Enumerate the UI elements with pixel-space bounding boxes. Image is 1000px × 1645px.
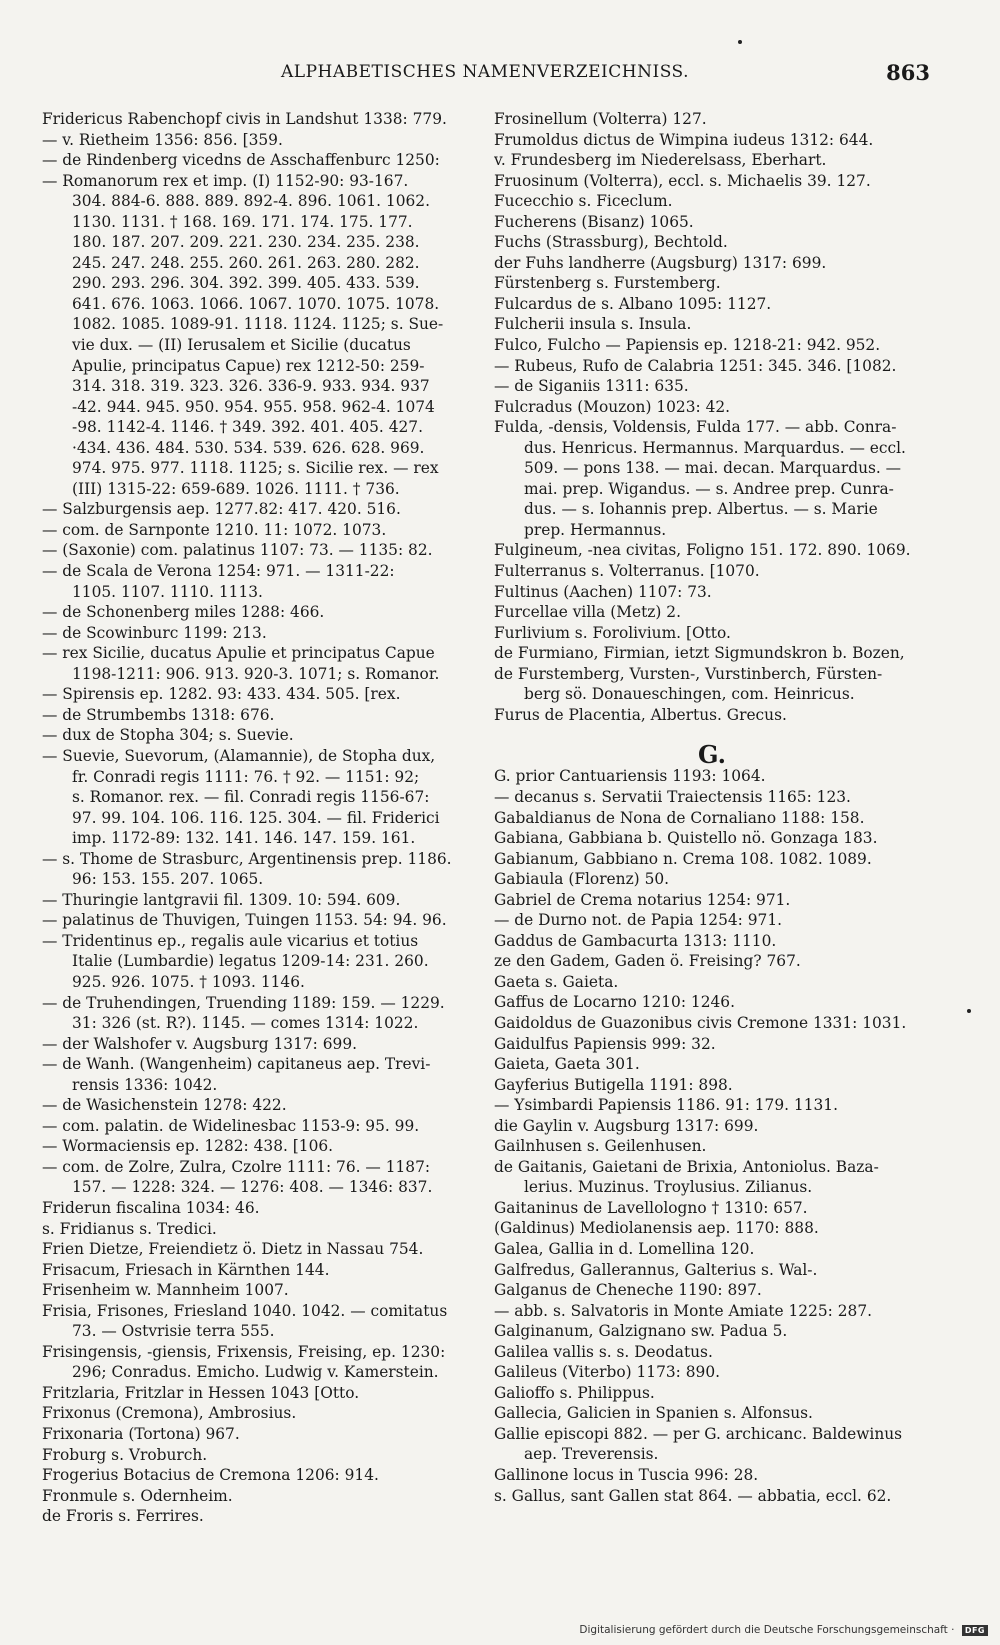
right-column-entries-g — [494, 766, 930, 1506]
index-line: Fulgineum, -nea civitas, Foligno 151. 172. 890. 1069. — [494, 541, 911, 560]
index-line: — de Rindenberg vicedns de Asschaffenburc 1250: — [42, 151, 440, 170]
index-line: s. Romanor. rex. — fil. Conradi regis 1156-67: — [72, 788, 430, 807]
index-line: — Romanorum rex et imp. (I) 1152-90: 93-167. — [42, 171, 409, 190]
index-line: Galileus (Viterbo) 1173: 890. — [494, 1363, 720, 1382]
index-line: de Furstemberg, Vursten-, Vurstinberch, Fürsten- — [494, 664, 883, 683]
index-line: 314. 318. 319. 323. 326. 336-9. 933. 934. 937 — [72, 377, 430, 396]
index-line: Gallecia, Galicien in Spanien s. Alfonsus. — [494, 1404, 813, 1423]
index-line: 641. 676. 1063. 1066. 1067. 1070. 1075. 1078. — [72, 294, 440, 313]
index-line: de Froris s. Ferrires. — [42, 1507, 204, 1526]
index-line: lerius. Muzinus. Troylusius. Zilianus. — [524, 1178, 813, 1197]
index-line: Fuchs (Strassburg), Bechtold. — [494, 233, 728, 252]
index-line: Frisingensis, -giensis, Frixensis, Freising, ep. 1230: — [42, 1342, 446, 1361]
index-line: Gayferius Butigella 1191: 898. — [494, 1075, 733, 1094]
index-line: fr. Conradi regis 1111: 76. † 92. — 1151: 92; — [72, 767, 420, 786]
index-line: (III) 1315-22: 659-689. 1026. 1111. † 736. — [72, 479, 400, 498]
index-line: Frien Dietze, Freiendietz ö. Dietz in Nassau 754. — [42, 1240, 424, 1259]
index-line: Furlivium s. Forolivium. [Otto. — [494, 623, 731, 642]
index-line: — com. palatin. de Widelinesbac 1153-9: 95. 99. — [42, 1116, 420, 1135]
index-line: 73. — Ostvrisie terra 555. — [72, 1322, 275, 1341]
index-line: 1130. 1131. † 168. 169. 171. 174. 175. 177. — [72, 212, 413, 231]
index-line: dus. Henricus. Hermannus. Marquardus. — eccl. — [524, 438, 906, 457]
index-line: — com. de Sarnponte 1210. 11: 1072. 1073. — [42, 520, 387, 539]
index-line: Gaitaninus de Lavellologno † 1310: 657. — [494, 1198, 808, 1217]
index-line: Froburg s. Vroburch. — [42, 1445, 208, 1464]
index-line: Apulie, principatus Capue) rex 1212-50: 259- — [72, 356, 425, 375]
index-line: Gaddus de Gambacurta 1313: 1110. — [494, 931, 777, 950]
index-line: — Thuringie lantgravii fil. 1309. 10: 594. 609. — [42, 890, 401, 909]
index-line: 97. 99. 104. 106. 116. 125. 304. — fil. Friderici — [72, 808, 440, 827]
index-line: 245. 247. 248. 255. 260. 261. 263. 280. 282. — [72, 253, 420, 272]
index-line: — (Saxonie) com. palatinus 1107: 73. — 1135: 82. — [42, 541, 433, 560]
index-line: Galfredus, Gallerannus, Galterius s. Wal-. — [494, 1260, 818, 1279]
index-line: Gailnhusen s. Geilenhusen. — [494, 1137, 707, 1156]
index-line: Fulda, -densis, Voldensis, Fulda 177. — abb. Conra- — [494, 418, 897, 437]
index-line: Frumoldus dictus de Wimpina iudeus 1312: 644. — [494, 130, 874, 149]
index-line: Gabiana, Gabbiana b. Quistello nö. Gonzaga 183. — [494, 829, 878, 848]
index-line: Furcellae villa (Metz) 2. — [494, 603, 681, 622]
index-line: aep. Treverensis. — [524, 1445, 659, 1464]
index-line: Gaeta s. Gaieta. — [494, 972, 619, 991]
index-line: Frisacum, Friesach in Kärnthen 144. — [42, 1260, 330, 1279]
index-line: dus. — s. Iohannis prep. Albertus. — s. Marie — [524, 500, 878, 519]
index-line: Fridericus Rabenchopf civis in Landshut 1338: 779. — [42, 110, 447, 128]
index-line: prep. Hermannus. — [524, 520, 667, 539]
page-header — [40, 62, 930, 92]
index-line: — de Schonenberg miles 1288: 466. — [42, 603, 325, 622]
index-line: Frixonus (Cremona), Ambrosius. — [42, 1404, 297, 1423]
running-title: ALPHABETISCHES NAMENVERZEICHNISS. — [281, 62, 689, 82]
index-line: — Suevie, Suevorum, (Alamannie), de Stopha dux, — [42, 746, 436, 765]
index-line: — Ysimbardi Papiensis 1186. 91: 179. 1131. — [494, 1096, 838, 1115]
index-line: — Spirensis ep. 1282. 93: 433. 434. 505. [rex. — [42, 685, 401, 704]
index-line: — de Wasichenstein 1278: 422. — [42, 1096, 287, 1115]
index-line: Fulcardus de s. Albano 1095: 1127. — [494, 294, 772, 313]
section-letter: G. — [698, 740, 726, 770]
index-line: Frixonaria (Tortona) 967. — [42, 1425, 240, 1443]
page-number: 863 — [886, 60, 930, 85]
index-line: — palatinus de Thuvigen, Tuingen 1153. 54: 94. 96. — [42, 911, 447, 930]
index-line: Fürstenberg s. Furstemberg. — [494, 274, 721, 293]
index-line: Gabianum, Gabbiano n. Crema 108. 1082. 1089. — [494, 849, 872, 868]
index-line: — de Siganiis 1311: 635. — [494, 377, 689, 396]
index-line: Gaieta, Gaeta 301. — [494, 1055, 640, 1074]
index-line: G. prior Cantuariensis 1193: 1064. — [494, 767, 766, 786]
index-line: imp. 1172-89: 132. 141. 146. 147. 159. 161. — [72, 829, 416, 848]
index-line: — Rubeus, Rufo de Calabria 1251: 345. 346. [1082. — [494, 356, 897, 375]
index-line: — s. Thome de Strasburc, Argentinensis prep. 1186. — [42, 849, 452, 868]
index-line: 1198-1211: 906. 913. 920-3. 1071; s. Romanor. — [72, 664, 440, 683]
index-line: 157. — 1228: 324. — 1276: 408. — 1346: 837. — [72, 1178, 433, 1197]
index-line: — decanus s. Servatii Traiectensis 1165: 123. — [494, 787, 851, 806]
index-line: — Salzburgensis aep. 1277.82: 417. 420. 516. — [42, 500, 401, 519]
index-line: 31: 326 (st. R?). 1145. — comes 1314: 1022. — [72, 1014, 419, 1033]
index-line: Fucecchio s. Ficeclum. — [494, 192, 673, 211]
index-line: 925. 926. 1075. † 1093. 1146. — [72, 972, 305, 991]
index-line: Fulco, Fulcho — Papiensis ep. 1218-21: 942. 952. — [494, 336, 881, 355]
index-line: Frisia, Frisones, Friesland 1040. 1042. — comitatus — [42, 1301, 448, 1320]
index-line: Gaffus de Locarno 1210: 1246. — [494, 993, 735, 1012]
index-line: — Wormaciensis ep. 1282: 438. [106. — [42, 1137, 334, 1156]
speck-mark — [967, 1009, 971, 1013]
index-line: Frogerius Botacius de Cremona 1206: 914. — [42, 1466, 379, 1485]
index-line: Gabriel de Crema notarius 1254: 971. — [494, 890, 791, 909]
index-line: s. Fridianus s. Tredici. — [42, 1219, 217, 1238]
index-line: — dux de Stopha 304; s. Suevie. — [42, 726, 294, 745]
index-line: Gaidoldus de Guazonibus civis Cremone 1331: 1031. — [494, 1013, 907, 1032]
index-line: Gaidulfus Papiensis 999: 32. — [494, 1034, 716, 1053]
footer-credit: Digitalisierung gefördert durch die Deutsche Forschungsgemeinschaft · — [579, 1624, 955, 1636]
index-line: — Tridentinus ep., regalis aule vicarius et totius — [42, 931, 419, 950]
index-line: -98. 1142-4. 1146. † 349. 392. 401. 405. 427. — [72, 418, 423, 437]
index-line: — de Truhendingen, Truending 1189: 159. — 1229. — [42, 993, 445, 1012]
index-line: 1082. 1085. 1089-91. 1118. 1124. 1125; s. Sue- — [72, 315, 444, 334]
index-line: berg sö. Donaueschingen, com. Heinricus. — [524, 685, 855, 704]
index-line: -42. 944. 945. 950. 954. 955. 958. 962-4. 1074 — [72, 397, 435, 416]
index-line: Furus de Placentia, Albertus. Grecus. — [494, 705, 787, 724]
index-line: Gallinone locus in Tuscia 996: 28. — [494, 1466, 759, 1484]
index-line: 180. 187. 207. 209. 221. 230. 234. 235. 238. — [72, 233, 420, 252]
index-line: — de Durno not. de Papia 1254: 971. — [494, 911, 783, 930]
index-line: Gabiaula (Florenz) 50. — [494, 870, 670, 889]
index-line: Gabaldianus de Nona de Cornaliano 1188: 158. — [494, 808, 865, 827]
index-line: Galilea vallis s. s. Deodatus. — [494, 1342, 713, 1361]
right-column — [494, 109, 930, 1506]
dfg-logo-icon: DFG — [962, 1625, 988, 1636]
index-line: s. Gallus, sant Gallen stat 864. — abbatia, eccl. 62. — [494, 1486, 892, 1505]
index-line: Italie (Lumbardie) legatus 1209-14: 231. 260. — [72, 952, 429, 971]
index-line: (Galdinus) Mediolanensis aep. 1170: 888. — [494, 1219, 819, 1238]
index-line: — v. Rietheim 1356: 856. [359. — [42, 130, 283, 149]
index-line: 304. 884-6. 888. 889. 892-4. 896. 1061. 1062. — [72, 192, 430, 211]
index-line: — rex Sicilie, ducatus Apulie et principatus Capue — [42, 644, 435, 663]
index-line: die Gaylin v. Augsburg 1317: 699. — [494, 1116, 759, 1135]
index-line: Fulcherii insula s. Insula. — [494, 315, 692, 334]
index-line: — de Scowinburc 1199: 213. — [42, 623, 267, 642]
index-line: Fulcradus (Mouzon) 1023: 42. — [494, 397, 731, 416]
index-line: rensis 1336: 1042. — [72, 1075, 218, 1094]
index-line: — abb. s. Salvatoris in Monte Amiate 1225: 287. — [494, 1301, 873, 1320]
index-line: Frisenheim w. Mannheim 1007. — [42, 1281, 289, 1300]
index-line: v. Frundesberg im Niederelsass, Eberhart. — [494, 151, 827, 170]
index-line: 509. — pons 138. — mai. decan. Marquardus. — — [524, 459, 902, 478]
index-line: mai. prep. Wigandus. — s. Andree prep. Cunra- — [524, 479, 894, 498]
index-line: — de Strumbembs 1318: 676. — [42, 705, 275, 724]
index-line: Gallie episcopi 882. — per G. archicanc. Baldewinus — [494, 1424, 903, 1443]
index-line: Fultinus (Aachen) 1107: 73. — [494, 582, 712, 601]
index-line: Galganus de Cheneche 1190: 897. — [494, 1281, 762, 1300]
index-line: Frosinellum (Volterra) 127. — [494, 110, 707, 128]
index-line: de Furmiano, Firmian, ietzt Sigmundskron b. Bozen, — [494, 644, 905, 663]
index-line: 290. 293. 296. 304. 392. 399. 405. 433. 539. — [72, 274, 420, 293]
index-line: Fruosinum (Volterra), eccl. s. Michaelis 39. 127. — [494, 171, 871, 190]
index-line: de Gaitanis, Gaietani de Brixia, Antoniolus. Baza- — [494, 1157, 879, 1176]
index-line: 974. 975. 977. 1118. 1125; s. Sicilie rex. — rex — [72, 459, 439, 478]
index-line: Galea, Gallia in d. Lomellina 120. — [494, 1239, 755, 1258]
index-line: Fritzlaria, Fritzlar in Hessen 1043 [Otto. — [42, 1383, 360, 1402]
index-line: ·434. 436. 484. 530. 534. 539. 626. 628. 969. — [72, 438, 425, 457]
index-line: Galioffo s. Philippus. — [494, 1383, 655, 1402]
index-line: — der Walshofer v. Augsburg 1317: 699. — [42, 1034, 358, 1053]
index-line: Fucherens (Bisanz) 1065. — [494, 212, 694, 231]
index-line: — de Scala de Verona 1254: 971. — 1311-22: — [42, 562, 395, 581]
index-line: Fronmule s. Odernheim. — [42, 1486, 233, 1505]
index-line: Fulterranus s. Volterranus. [1070. — [494, 562, 760, 581]
index-line: vie dux. — (II) Ierusalem et Sicilie (ducatus — [72, 336, 411, 355]
index-line: Galginanum, Galzignano sw. Padua 5. — [494, 1322, 788, 1341]
index-line: — de Wanh. (Wangenheim) capitaneus aep. Trevi- — [42, 1055, 431, 1074]
speck-mark — [738, 40, 742, 44]
right-column-entries-f — [494, 109, 930, 725]
index-line: Friderun fiscalina 1034: 46. — [42, 1198, 260, 1217]
index-line: 96: 153. 155. 207. 1065. — [72, 870, 264, 889]
index-line: — com. de Zolre, Zulra, Czolre 1111: 76. — 1187: — [42, 1157, 431, 1176]
index-line: 296; Conradus. Emicho. Ludwig v. Kamerstein. — [72, 1363, 439, 1382]
index-line: 1105. 1107. 1110. 1113. — [72, 582, 263, 601]
footer — [579, 1624, 988, 1636]
left-column — [42, 109, 483, 1527]
index-line: der Fuhs landherre (Augsburg) 1317: 699. — [494, 253, 827, 272]
index-line: ze den Gadem, Gaden ö. Freising? 767. — [494, 952, 801, 971]
